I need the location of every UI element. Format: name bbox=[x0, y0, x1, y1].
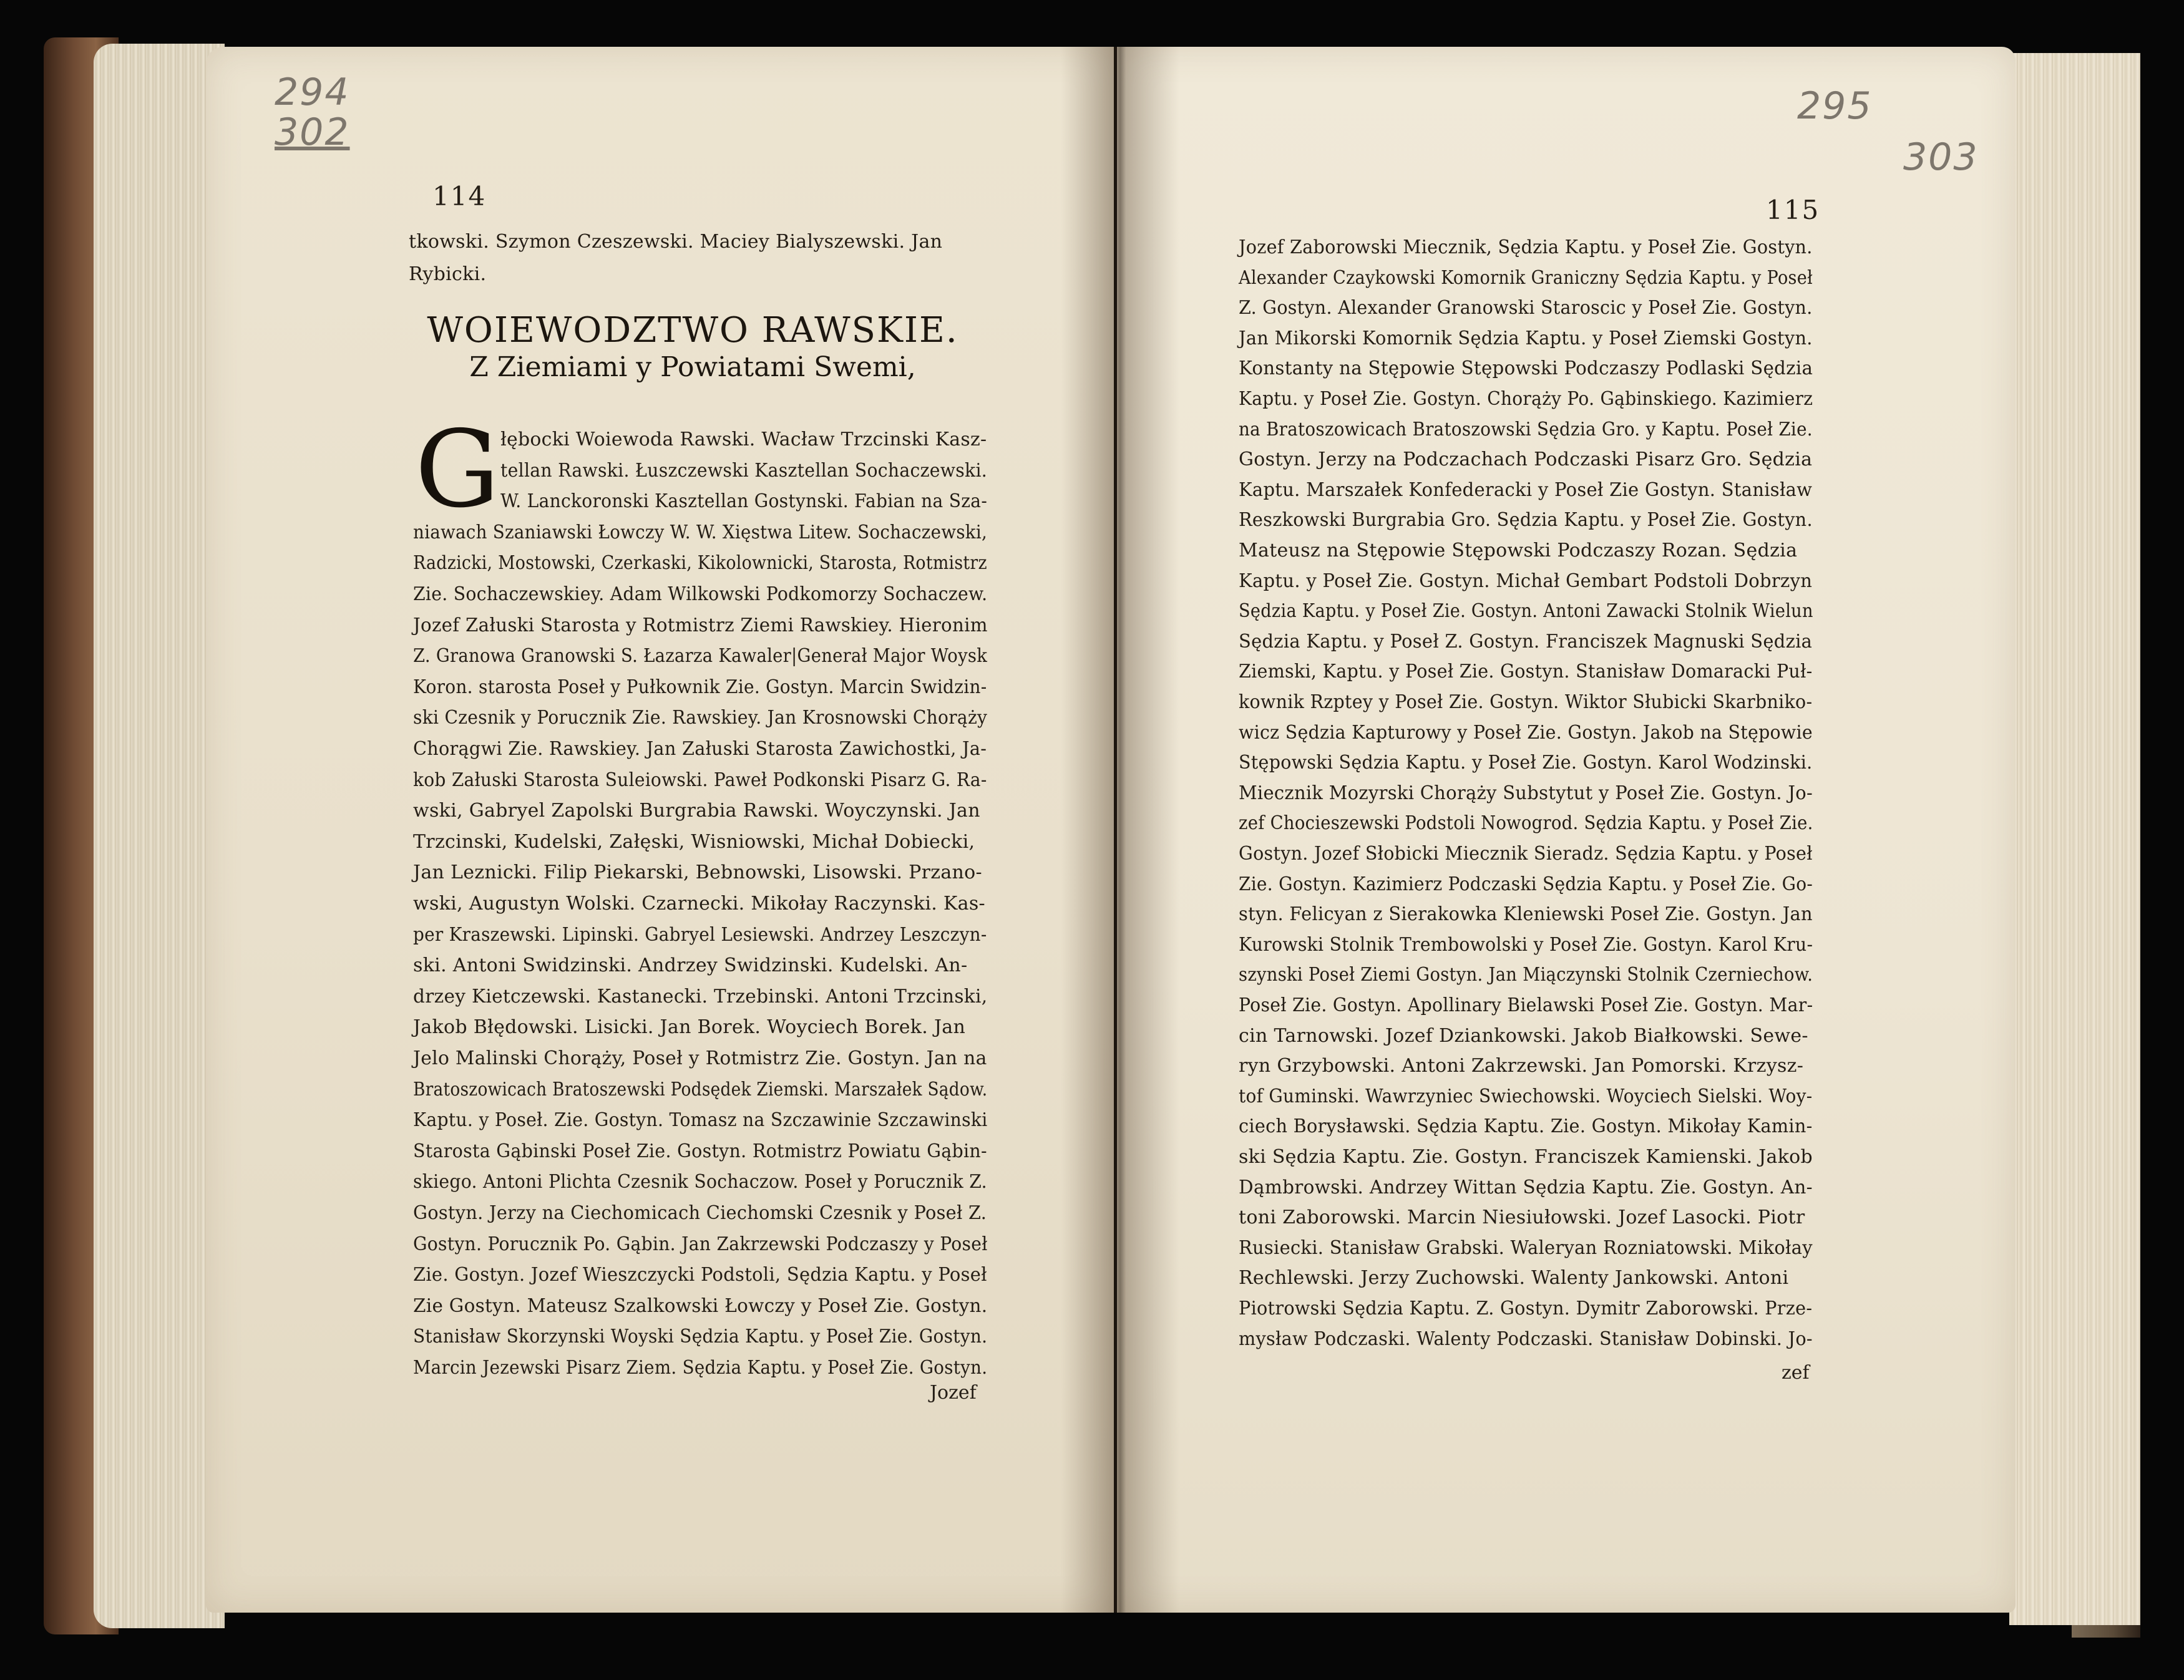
text-line: na Bratoszowicach Bratoszowski Sędzia Gro. y Kaptu. Poseł Zie. bbox=[1239, 418, 1813, 440]
text-line: ciech Borysławski. Sędzia Kaptu. Zie. Gostyn. Mikołay Kamin- bbox=[1239, 1115, 1813, 1138]
text-line: cin Tarnowski. Jozef Dziankowski. Jakob Białkowski. Sewe- bbox=[1239, 1024, 1808, 1047]
text-line: łębocki Woiewoda Rawski. Wacław Trzcinski Kasz- bbox=[500, 429, 987, 450]
text-line: niawach Szaniawski Łowczy W. W. Xięstwa Litew. Sochaczewski, bbox=[413, 521, 988, 543]
text-line: Marcin Jezewski Pisarz Ziem. Sędzia Kaptu. y Poseł Zie. Gostyn. bbox=[413, 1357, 988, 1379]
text-line: Jan Mikorski Komornik Sędzia Kaptu. y Poseł Ziemski Gostyn. bbox=[1239, 327, 1813, 349]
text-line: Chorągwi Zie. Rawskiey. Jan Załuski Starosta Zawichostki, Ja- bbox=[413, 738, 987, 760]
text-line: Kaptu. Marszałek Konfederacki y Poseł Zie Gostyn. Stanisław bbox=[1239, 478, 1813, 501]
continuation-line: Rybicki. bbox=[409, 263, 487, 285]
text-line: toni Zaborowski. Marcin Niesiułowski. Jozef Lasocki. Piotr bbox=[1239, 1207, 1805, 1229]
text-line: ski Sędzia Kaptu. Zie. Gostyn. Franciszek Kamienski. Jakob bbox=[1239, 1146, 1813, 1168]
text-line: ski. Antoni Swidzinski. Andrzey Swidzinski. Kudelski. An- bbox=[413, 954, 968, 977]
drop-cap-initial: G bbox=[415, 408, 500, 532]
text-line: Jelo Malinski Chorąży, Poseł y Rotmistrz Zie. Gostyn. Jan na bbox=[413, 1047, 987, 1069]
text-line: W. Lanckoronski Kasztellan Gostynski. Fabian na Sza- bbox=[500, 490, 988, 513]
text-line: Poseł Zie. Gostyn. Apollinary Bielawski Poseł Zie. Gostyn. Mar- bbox=[1239, 994, 1813, 1016]
text-line: Stępowski Sędzia Kaptu. y Poseł Zie. Gostyn. Karol Wodzinski. bbox=[1239, 752, 1813, 774]
right-page-number: 115 bbox=[1766, 195, 1820, 225]
text-line: Zie Gostyn. Mateusz Szalkowski Łowczy y Poseł Zie. Gostyn. bbox=[413, 1294, 988, 1317]
continuation-line: tkowski. Szymon Czeszewski. Maciey Bialyszewski. Jan bbox=[409, 231, 943, 253]
text-line: Zie. Sochaczewskiey. Adam Wilkowski Podkomorzy Sochaczew. bbox=[413, 583, 988, 605]
text-line: kownik Rzptey y Poseł Zie. Gostyn. Wiktor Słubicki Skarbniko- bbox=[1239, 691, 1813, 713]
text-line: Zie. Gostyn. Kazimierz Podczaski Sędzia Kaptu. y Poseł Zie. Go- bbox=[1239, 873, 1813, 895]
text-line: Alexander Czaykowski Komornik Graniczny Sędzia Kaptu. y Poseł bbox=[1239, 266, 1813, 289]
text-line: Jozef Załuski Starosta y Rotmistrz Ziemi Rawskiey. Hieronim bbox=[413, 614, 988, 636]
right-pencil-note-bottom: 303 bbox=[1903, 135, 1979, 179]
text-line: Konstanty na Stępowie Stępowski Podczaszy Podlaski Sędzia bbox=[1239, 357, 1813, 380]
left-page-number: 114 bbox=[432, 181, 487, 211]
text-line: Gostyn. Jerzy na Ciechomicach Ciechomski Czesnik y Poseł Z. bbox=[413, 1202, 987, 1224]
text-line: skiego. Antoni Plichta Czesnik Sochaczow. Poseł y Porucznik Z. bbox=[413, 1171, 987, 1193]
text-line: Piotrowski Sędzia Kaptu. Z. Gostyn. Dymitr Zaborowski. Prze- bbox=[1239, 1298, 1813, 1319]
text-line: Dąmbrowski. Andrzey Wittan Sędzia Kaptu. Zie. Gostyn. An- bbox=[1239, 1176, 1813, 1198]
text-line: Gostyn. Porucznik Po. Gąbin. Jan Zakrzewski Podczaszy y Poseł bbox=[413, 1233, 988, 1255]
text-line: Z. Gostyn. Alexander Granowski Staroscic y Poseł Zie. Gostyn. bbox=[1239, 297, 1813, 319]
text-line: tof Guminski. Wawrzyniec Swiechowski. Woyciech Sielski. Woy- bbox=[1239, 1085, 1813, 1107]
left-page-stack bbox=[94, 44, 225, 1628]
text-line: per Kraszewski. Lipinski. Gabryel Lesiewski. Andrzey Leszczyn- bbox=[413, 923, 987, 946]
text-line: ryn Grzybowski. Antoni Zakrzewski. Jan Pomorski. Krzysz- bbox=[1239, 1055, 1804, 1077]
text-line: Radzicki, Mostowski, Czerkaski, Kikolownicki, Starosta, Rotmistrz bbox=[413, 552, 987, 575]
section-subtitle: Z Ziemiami y Powiatami Swemi, bbox=[469, 351, 916, 383]
left-pencil-note-bottom: 302 bbox=[275, 110, 350, 154]
right-catchword: zef bbox=[1782, 1362, 1810, 1384]
text-line: drzey Kietczewski. Kastanecki. Trzebinski. Antoni Trzcinski, bbox=[413, 985, 988, 1008]
text-line: wski, Gabryel Zapolski Burgrabia Rawski. Woyczynski. Jan bbox=[413, 800, 980, 822]
text-line: Kaptu. y Poseł Zie. Gostyn. Michał Gembart Podstoli Dobrzyn bbox=[1239, 570, 1813, 592]
text-line: wski, Augustyn Wolski. Czarnecki. Mikołay Raczynski. Kas- bbox=[413, 893, 985, 915]
text-line: Gostyn. Jozef Słobicki Miecznik Sieradz. Sędzia Kaptu. y Poseł bbox=[1239, 843, 1813, 865]
text-line: Mateusz na Stępowie Stępowski Podczaszy Rozan. Sędzia bbox=[1239, 540, 1798, 561]
text-line: Kaptu. y Poseł Zie. Gostyn. Chorąży Po. Gąbinskiego. Kazimierz bbox=[1239, 388, 1813, 410]
text-line: Ziemski, Kaptu. y Poseł Zie. Gostyn. Stanisław Domaracki Puł- bbox=[1239, 661, 1813, 683]
text-line: ski Czesnik y Porucznik Zie. Rawskiey. Jan Krosnowski Chorąży bbox=[413, 707, 988, 729]
text-line: mysław Podczaski. Walenty Podczaski. Stanisław Dobinski. Jo- bbox=[1239, 1328, 1813, 1350]
text-line: Zie. Gostyn. Jozef Wieszczycki Podstoli, Sędzia Kaptu. y Poseł bbox=[413, 1264, 987, 1286]
text-line: Bratoszowicach Bratoszewski Podsędek Ziemski. Marszałek Sądow. bbox=[413, 1078, 988, 1100]
right-pencil-note-top: 295 bbox=[1797, 84, 1873, 128]
text-line: tellan Rawski. Łuszczewski Kasztellan Sochaczewski. bbox=[500, 459, 988, 482]
text-line: Rechlewski. Jerzy Zuchowski. Walenty Jankowski. Antoni bbox=[1239, 1267, 1789, 1289]
right-page-stack bbox=[2009, 53, 2140, 1625]
text-line: Starosta Gąbinski Poseł Zie. Gostyn. Rotmistrz Powiatu Gąbin- bbox=[413, 1140, 987, 1162]
text-line: styn. Felicyan z Sierakowka Kleniewski Poseł Zie. Gostyn. Jan bbox=[1239, 903, 1813, 926]
text-line: Reszkowski Burgrabia Gro. Sędzia Kaptu. y Poseł Zie. Gostyn. bbox=[1239, 509, 1813, 532]
text-line: Z. Granowa Granowski S. Łazarza Kawaler|Generał Major Woysk bbox=[413, 645, 988, 668]
text-line: Miecznik Mozyrski Chorąży Substytut y Poseł Zie. Gostyn. Jo- bbox=[1239, 782, 1813, 804]
section-title: WOIEWODZTWO RAWSKIE. bbox=[427, 310, 958, 351]
text-line: Jakob Błędowski. Lisicki. Jan Borek. Woyciech Borek. Jan bbox=[413, 1016, 966, 1039]
text-line: Jozef Zaborowski Miecznik, Sędzia Kaptu. y Poseł Zie. Gostyn. bbox=[1239, 236, 1813, 258]
left-catchword: Jozef bbox=[930, 1382, 977, 1404]
text-line: Sędzia Kaptu. y Poseł Zie. Gostyn. Antoni Zawacki Stolnik Wielun bbox=[1239, 600, 1813, 623]
text-line: Stanisław Skorzynski Woyski Sędzia Kaptu. y Poseł Zie. Gostyn. bbox=[413, 1326, 988, 1348]
text-line: Gostyn. Jerzy na Podczachach Podczaski Pisarz Gro. Sędzia bbox=[1239, 449, 1813, 471]
book-gutter bbox=[1061, 47, 1179, 1613]
text-line: Koron. starosta Poseł y Pułkownik Zie. Gostyn. Marcin Swidzin- bbox=[413, 676, 987, 698]
text-line: Sędzia Kaptu. y Poseł Z. Gostyn. Franciszek Magnuski Sędzia bbox=[1239, 630, 1813, 653]
text-line: kob Załuski Starosta Suleiowski. Paweł Podkonski Pisarz G. Ra- bbox=[413, 769, 987, 791]
left-pencil-note-top: 294 bbox=[275, 70, 350, 114]
text-line: Kurowski Stolnik Trembowolski y Poseł Zie. Gostyn. Karol Kru- bbox=[1239, 933, 1813, 956]
text-line: Jan Leznicki. Filip Piekarski, Bebnowski, Lisowski. Przano- bbox=[413, 862, 982, 884]
text-line: Rusiecki. Stanisław Grabski. Waleryan Rozniatowski. Mikołay bbox=[1239, 1236, 1813, 1259]
text-line: wicz Sędzia Kapturowy y Poseł Zie. Gostyn. Jakob na Stępowie bbox=[1239, 721, 1813, 744]
text-line: zef Chocieszewski Podstoli Nowogrod. Sędzia Kaptu. y Poseł Zie. bbox=[1239, 812, 1813, 835]
text-line: Trzcinski, Kudelski, Załęski, Wisniowski, Michał Dobiecki, bbox=[413, 830, 975, 853]
text-line: Kaptu. y Poseł. Zie. Gostyn. Tomasz na Szczawinie Szczawinski bbox=[413, 1109, 988, 1132]
text-line: szynski Poseł Ziemi Gostyn. Jan Miączynski Stolnik Czerniechow. bbox=[1239, 964, 1813, 986]
